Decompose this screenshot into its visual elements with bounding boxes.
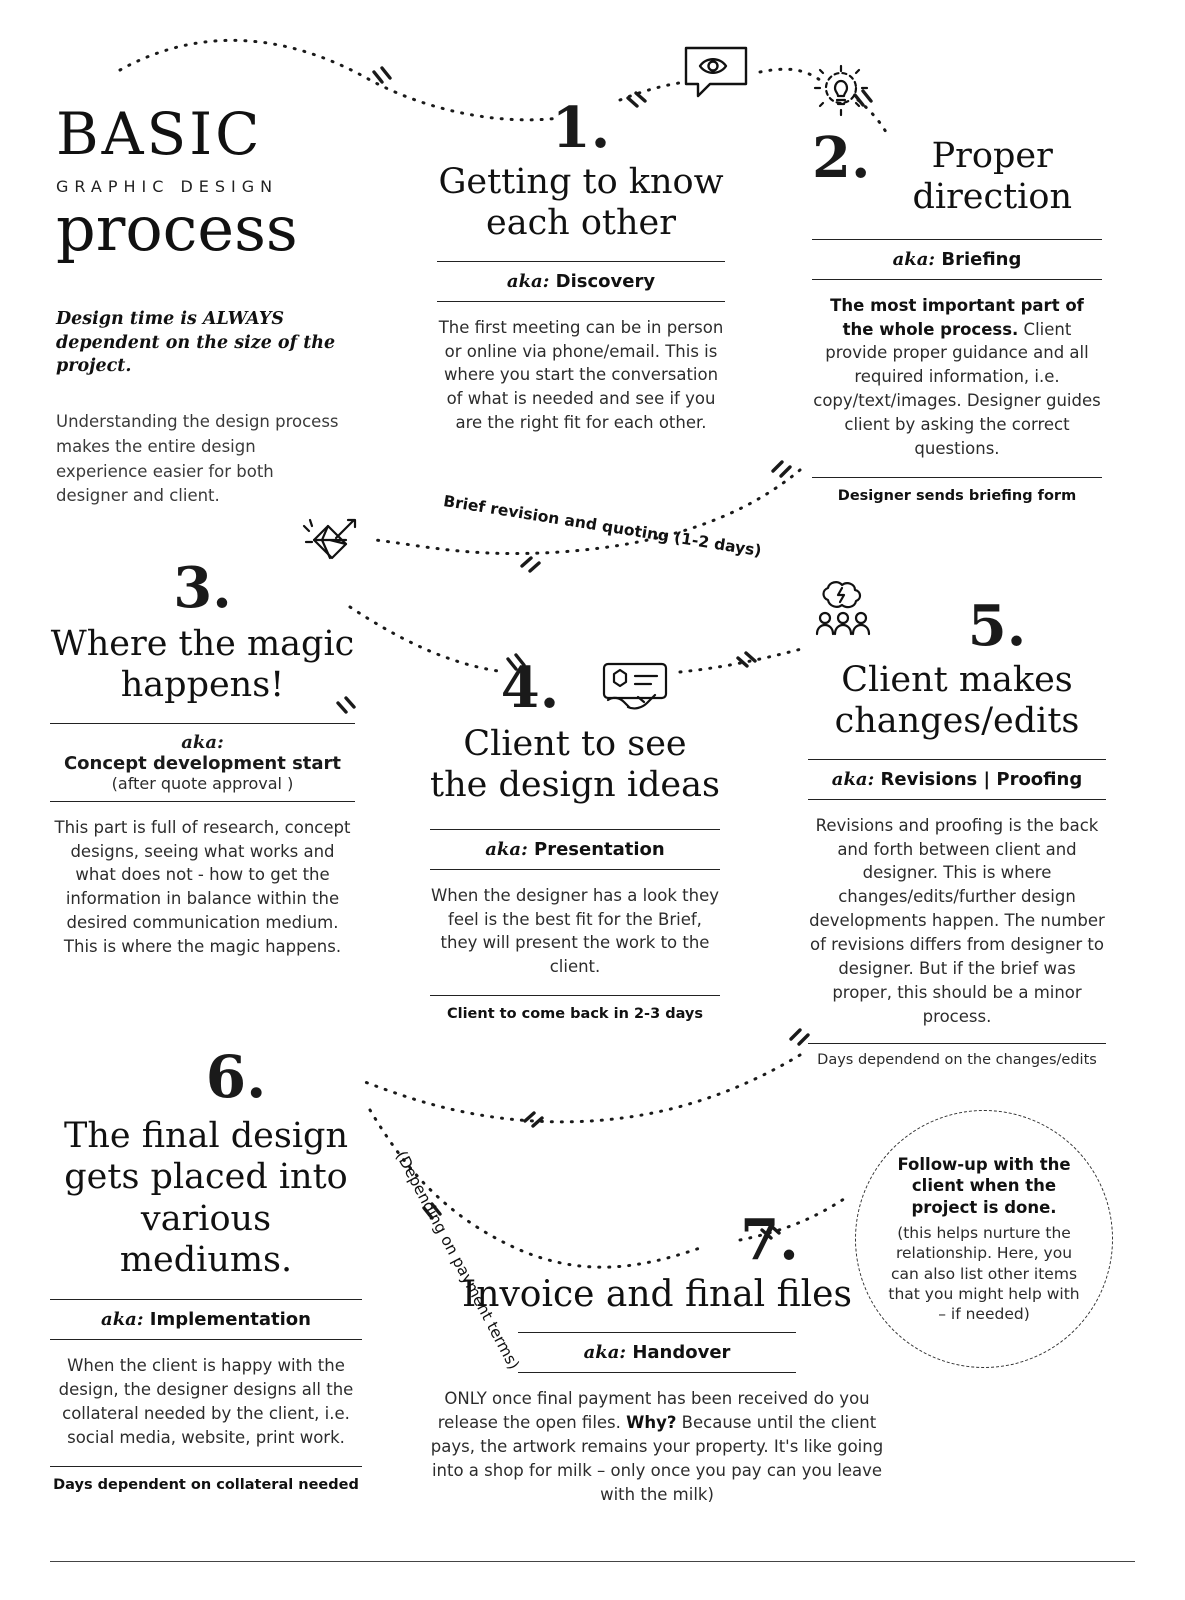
step-4-body: When the designer has a look they feel is the best fit for the Brief, they will present the work to the client. [430,885,720,977]
step-2-body-rest: Client provide proper guidance and all required information, i.e. copy/text/images. Designer guides client by asking the correct questions. [813,319,1101,459]
step-1-aka-value: Discovery [555,270,656,292]
followup-bold-text: Follow-up with the client when the project is done. [897,1154,1071,1217]
step-7-aka [518,1332,796,1373]
step-5-aka-prefix: aka: [831,768,875,790]
step-1 [437,95,725,435]
step-3-heading: Where the magic happens! [50,624,355,706]
step-5-aka [808,759,1106,800]
step-7-body-bold: Why? [626,1413,677,1433]
step-6-number: 6. [205,1043,267,1111]
step-3-aka-sub: (after quote approval ) [111,773,294,793]
step-3-aka-prefix-row [50,732,355,753]
step-2-aka-prefix: aka: [892,248,936,270]
step-4-heading: Client to see the design ideas [430,724,720,806]
step-3-aka-value: Concept development start [63,752,342,774]
step-1-number: 1. [551,95,611,161]
page-title: BASIC [56,100,263,168]
step-1-heading: Getting to know each other [438,162,724,244]
step-7-aka-value: Handover [632,1342,731,1364]
page-subtitle: GRAPHIC DESIGN [56,177,279,196]
step-5-note-wrap [808,1043,1106,1068]
step-4 [430,655,720,1023]
step-3-aka [50,723,355,802]
step-7-aka-prefix: aka: [583,1342,627,1364]
lead-italic-copy: Design time is ALWAYS dependent on the size of the project. [56,309,336,377]
step-6-note-wrap [50,1466,362,1493]
step-5-note: Days dependend on the changes/edits [817,1051,1097,1068]
step-6-aka-value: Implementation [149,1309,311,1331]
step-7 [418,1207,896,1507]
lead-body-text [56,410,348,509]
step-4-aka [430,829,720,870]
step-4-aka-value: Presentation [534,838,665,860]
step-2-heading: Proper direction [912,136,1072,218]
step-6-heading: The final design gets placed into various mediums. [63,1116,349,1280]
bottom-divider [50,1561,1135,1562]
step-4-note: Client to come back in 2-3 days [446,1006,704,1023]
step-7-heading: Invoice and final files [462,1274,852,1315]
step-2-aka [812,239,1102,280]
step-2-note-wrap [812,477,1102,504]
step-5-body: Revisions and proofing is the back and forth between client and designer. This is where changes/edits/further design developments happen. The number of revisions differs from designer to designer. But if the brief was proper, this should be a minor process. [809,815,1105,1026]
step-2-body [812,294,1102,461]
path-label-brief-revision [442,492,762,560]
path-label-brief-revision-text: Brief revision and quoting (1-2 days) [442,492,763,561]
step-7-body-part1: ONLY once final payment has been received do you release the open files. [437,1389,870,1433]
followup-body-text: (this helps nurture the relationship. Here, you can also list other items that you might help with – if needed) [888,1224,1080,1323]
followup-circle-note [855,1110,1113,1368]
step-6 [50,1043,362,1493]
step-2-number: 2. [812,125,871,191]
speech-eye-icon [680,42,752,108]
step-6-aka-prefix: aka: [101,1309,144,1331]
step-2 [812,125,1102,505]
step-4-aka-prefix: aka: [485,838,528,860]
lightbulb-icon [812,64,870,124]
step-3-number: 3. [173,555,232,621]
step-4-note-wrap [430,995,720,1022]
step-1-body: The first meeting can be in person or online via phone/email. This is where you start the conversation of what is needed and see if you are the right fit for each other. [438,317,724,433]
page-script-word: process [56,192,298,265]
step-5-heading: Client makes changes/edits [834,660,1080,742]
step-7-body [418,1387,896,1507]
step-2-header-row [812,125,1102,219]
step-2-note: Designer sends briefing form [837,488,1077,505]
step-4-number: 4. [500,655,560,721]
title-block [56,100,386,265]
step-2-body-bold: The most important part of the whole process. [830,295,1084,339]
path-label-payment-terms-text: (Depending on payment terms) [392,1148,523,1373]
step-1-aka [437,261,725,302]
step-2-aka-value: Briefing [941,248,1022,270]
step-3-body: This part is full of research, concept designs, seeing what works and what does not - how to get the information in balance within the desired communication medium. This is where the magic happens. [54,817,351,957]
step-3 [50,555,355,959]
step-6-aka [50,1299,362,1340]
step-5-number: 5. [967,593,1027,659]
lead-body-copy: Understanding the design process makes the entire design experience easier for both designer and client. [56,412,339,506]
step-7-body-part2: Because until the client pays, the artwork remains your property. It's like going into a shop for milk – only once you pay can you leave with the milk) [430,1413,884,1505]
step-5-aka-value: Revisions | Proofing [880,768,1083,790]
step-6-body: When the client is happy with the design, the designer designs all the collateral needed by the client, i.e. social media, website, print work. [58,1356,354,1447]
lead-italic-text [56,308,346,379]
step-5 [808,593,1106,1068]
step-6-note: Days dependent on collateral needed [53,1476,359,1493]
step-3-aka-prefix: aka: [181,731,224,753]
step-7-number: 7. [740,1207,799,1273]
step-1-aka-prefix: aka: [506,270,550,292]
